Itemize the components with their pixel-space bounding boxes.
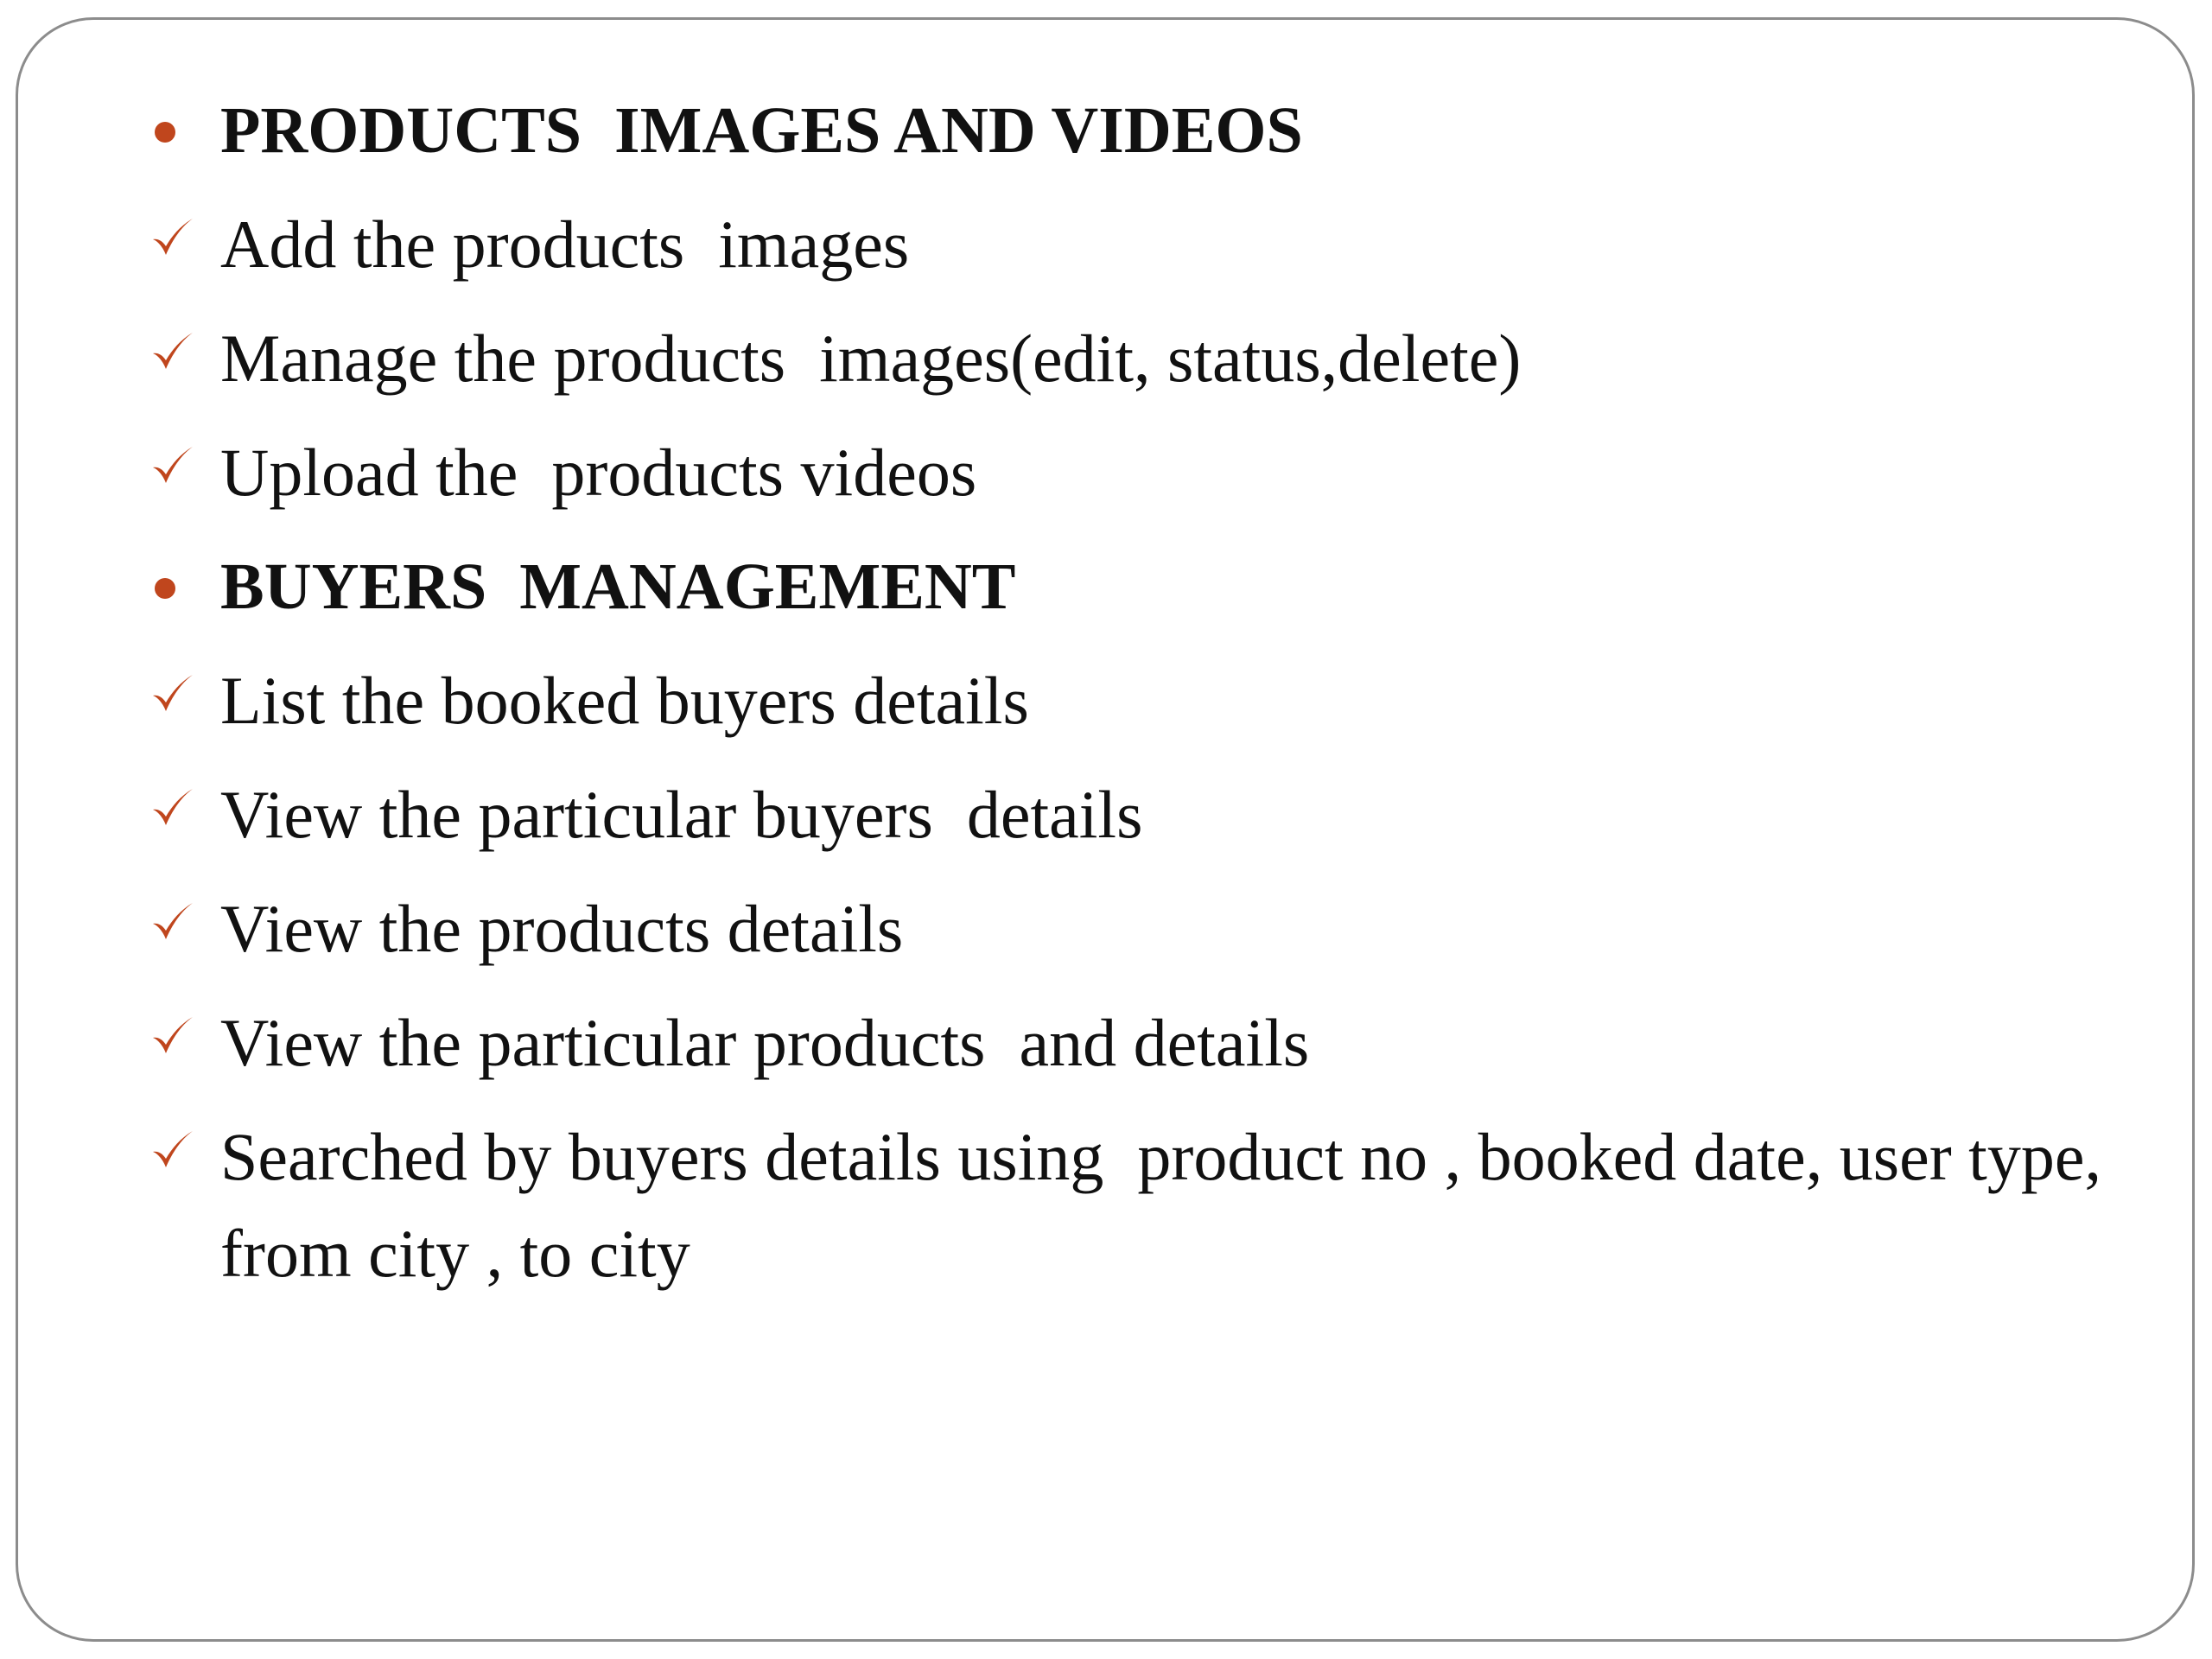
list-item — [139, 310, 2126, 424]
list-item — [139, 652, 2126, 766]
list-item — [139, 196, 2126, 310]
list-item — [139, 880, 2126, 995]
list-item — [139, 995, 2126, 1109]
check-mark-icon — [149, 329, 194, 374]
dot-bullet — [139, 82, 200, 179]
check-bullet — [139, 880, 200, 977]
list-item-text: Searched by buyers details using product no , booked date, user type, from city , to city — [220, 1119, 2119, 1291]
check-mark-icon — [149, 215, 194, 260]
check-mark-icon — [149, 785, 194, 830]
check-mark-icon — [149, 1014, 194, 1058]
list-item-text: View the products details — [220, 891, 904, 966]
list-item-text: View the particular buyers details — [220, 777, 1143, 852]
list-item-text: Add the products images — [220, 207, 910, 282]
dot-bullet-icon — [155, 122, 175, 143]
check-bullet — [139, 196, 200, 293]
check-bullet — [139, 652, 200, 749]
list-item — [139, 766, 2126, 880]
heading-text: PRODUCTS IMAGES AND VIDEOS — [220, 94, 1303, 167]
check-bullet — [139, 766, 200, 863]
list-item-text: List the booked buyers details — [220, 663, 1029, 738]
check-bullet — [139, 995, 200, 1091]
slide-content — [139, 82, 2126, 1302]
slide-frame — [16, 17, 2195, 1642]
list-item-text: Manage the products images(edit, status,delete) — [220, 321, 1522, 396]
dot-bullet-icon — [155, 578, 175, 599]
check-mark-icon — [149, 443, 194, 488]
heading-text: BUYERS MANAGEMENT — [220, 550, 1016, 623]
list-item-text: Upload the products videos — [220, 435, 977, 510]
check-bullet — [139, 310, 200, 407]
section-heading-products — [139, 82, 2126, 196]
list-item — [139, 424, 2126, 538]
check-bullet — [139, 1109, 200, 1205]
list-item — [139, 1109, 2126, 1302]
list-item-text: View the particular products and details — [220, 1005, 1310, 1080]
check-bullet — [139, 424, 200, 521]
check-mark-icon — [149, 899, 194, 944]
check-mark-icon — [149, 671, 194, 716]
dot-bullet — [139, 538, 200, 635]
check-mark-icon — [149, 1128, 194, 1173]
section-heading-buyers — [139, 538, 2126, 652]
